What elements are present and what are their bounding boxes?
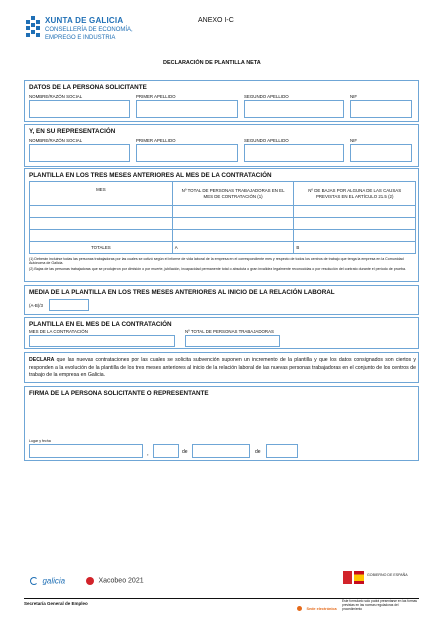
year-field[interactable] xyxy=(266,444,298,458)
applicant-name-label: NOMBRE/RAZÓN SOCIAL xyxy=(29,94,83,99)
spain-shield-icon xyxy=(343,571,352,584)
total-workers-label: Nº TOTAL DE PERSONAS TRABAJADORAS xyxy=(185,329,274,334)
applicant-section xyxy=(24,80,419,122)
rep-surname1-label: PRIMER APELLIDO xyxy=(136,138,176,143)
spain-flag-icon xyxy=(354,571,364,584)
galicia-swirl-icon xyxy=(30,577,38,585)
total-workers-field[interactable] xyxy=(185,335,280,347)
rep-surname2-label: SEGUNDO APELLIDO xyxy=(244,138,289,143)
place-field[interactable] xyxy=(29,444,143,458)
month-cell-3[interactable] xyxy=(30,230,173,242)
declaration-keyword: DECLARA xyxy=(29,357,55,363)
sep-de-2: de xyxy=(255,449,261,455)
org-name: XUNTA DE GALICIA xyxy=(45,16,124,25)
annex-code: ANEXO I-C xyxy=(198,17,234,24)
xacobeo-icon xyxy=(86,577,94,585)
rep-name-field[interactable] xyxy=(29,144,130,162)
ministry-logo-text: GOBIERNO DE ESPAÑA xyxy=(367,573,408,577)
xacobeo-logo xyxy=(86,572,144,590)
total-cell-2[interactable] xyxy=(172,218,294,230)
galicia-logo-text: galicia xyxy=(42,576,66,586)
xacobeo-logo-text: Xacobeo 2021 xyxy=(98,577,144,585)
xunta-logo xyxy=(24,16,42,38)
leaves-cell-2[interactable] xyxy=(294,218,416,230)
col-total-header: Nº TOTAL DE PERSONAS TRABAJADORAS EN EL MES DE CONTRATACIÓN (1) xyxy=(172,182,294,206)
applicant-nif-field[interactable] xyxy=(350,100,412,118)
ministry-logo xyxy=(343,571,413,585)
declaration-section xyxy=(24,352,419,383)
electronic-note: Este formulario solo podrá presentarse en las formas previstas en las normas reguladoras del procedimiento xyxy=(342,599,417,611)
representative-title: Y, EN SU REPRESENTACIÓN xyxy=(29,128,116,135)
electronic-office-icon xyxy=(297,606,302,611)
month-staff-title: PLANTILLA EN EL MES DE LA CONTRATACIÓN xyxy=(29,321,172,328)
sep-de-1: de xyxy=(182,449,188,455)
total-cell-3[interactable] xyxy=(172,230,294,242)
secretaria-text: Secretaría General de Empleo xyxy=(24,601,88,606)
contract-month-field[interactable] xyxy=(29,335,175,347)
rep-nif-field[interactable] xyxy=(350,144,412,162)
applicant-surname2-field[interactable] xyxy=(244,100,344,118)
total-a-cell[interactable]: A xyxy=(172,242,294,254)
applicant-nif-label: NIF xyxy=(350,94,358,99)
col-leaves-header: Nº DE BAJAS POR ALGUNA DE LAS CAUSAS PREVISTAS EN EL ARTÍCULO 21.5 (2) xyxy=(294,182,416,206)
place-date-label: Lugar y fecha xyxy=(29,439,51,443)
galicia-logo xyxy=(30,572,65,590)
applicant-title: DATOS DE LA PERSONA SOLICITANTE xyxy=(29,84,147,91)
applicant-surname1-field[interactable] xyxy=(136,100,238,118)
page-title: DECLARACIÓN DE PLANTILLA NETA xyxy=(163,60,261,66)
col-month-header: MES xyxy=(30,182,173,206)
rep-name-label: NOMBRE/RAZÓN SOCIAL xyxy=(29,138,83,143)
average-field[interactable] xyxy=(49,299,89,311)
signature-title: FIRMA DE LA PERSONA SOLICITANTE O REPRESENTANTE xyxy=(29,390,209,397)
applicant-surname2-label: SEGUNDO APELLIDO xyxy=(244,94,289,99)
electronic-badge xyxy=(297,600,337,618)
declaration-text xyxy=(29,357,416,380)
org-dept-line2: EMPREGO E INDUSTRIA xyxy=(45,35,116,41)
org-dept-line1: CONSELLERÍA DE ECONOMÍA, xyxy=(45,27,133,33)
representative-section xyxy=(24,124,419,167)
staff-table xyxy=(29,181,416,254)
totals-label: TOTALES xyxy=(30,242,173,254)
average-title: MEDIA DE LA PLANTILLA EN LOS TRES MESES ANTERIORES AL INICIO DE LA RELACIÓN LABORAL xyxy=(29,289,335,296)
staff-table-title: PLANTILLA EN LOS TRES MESES ANTERIORES AL MES DE LA CONTRATACIÓN xyxy=(29,172,272,179)
rep-nif-label: NIF xyxy=(350,138,358,143)
month-cell-2[interactable] xyxy=(30,218,173,230)
rep-surname1-field[interactable] xyxy=(136,144,238,162)
total-b-cell[interactable]: B xyxy=(294,242,416,254)
staff-table-section xyxy=(24,168,419,282)
footnote-2: (2) Bajas de las personas trabajadoras que se produjeron por dimisión o por muerte, jubilación, incapacidad permanente total o absoluta o gran invalidez legalmente reconocidas o por resolución del contrato durante el período de prueba. xyxy=(29,267,406,271)
total-cell-1[interactable] xyxy=(172,206,294,218)
rep-surname2-field[interactable] xyxy=(244,144,344,162)
month-cell-1[interactable] xyxy=(30,206,173,218)
average-formula: (A-B)/3 xyxy=(29,303,43,308)
average-section xyxy=(24,285,419,315)
leaves-cell-3[interactable] xyxy=(294,230,416,242)
leaves-cell-1[interactable] xyxy=(294,206,416,218)
footnote-1: (1) Deberán incluirse todas las personas trabajadoras por las cuales se cotizó según el informe de vida laboral de la empresa en el correspondiente mes y respecto de todos los centros de trabajo que tenga la empresa en la Comunidad Autónoma de Galicia. xyxy=(29,257,404,266)
sep-comma: , xyxy=(147,451,149,457)
day-field[interactable] xyxy=(153,444,179,458)
signature-section xyxy=(24,386,419,461)
month-field[interactable] xyxy=(192,444,250,458)
applicant-name-field[interactable] xyxy=(29,100,130,118)
declaration-body: que las nuevas contrataciones por las cuales se solicita subvención suponen un incremento de la plantilla y que los datos consignados son ciertos y responden a la evolución de la plantilla de los tres meses anteriores al inicio de la relación laboral de las nuevas personas trabajadoras en el conjunto de los centros de trabajo de la empresa en Galicia. xyxy=(29,357,416,378)
electronic-badge-text: Sede electrónica xyxy=(306,606,337,611)
applicant-surname1-label: PRIMER APELLIDO xyxy=(136,94,176,99)
month-staff-section xyxy=(24,317,419,349)
contract-month-label: MES DE LA CONTRATACIÓN xyxy=(29,329,88,334)
